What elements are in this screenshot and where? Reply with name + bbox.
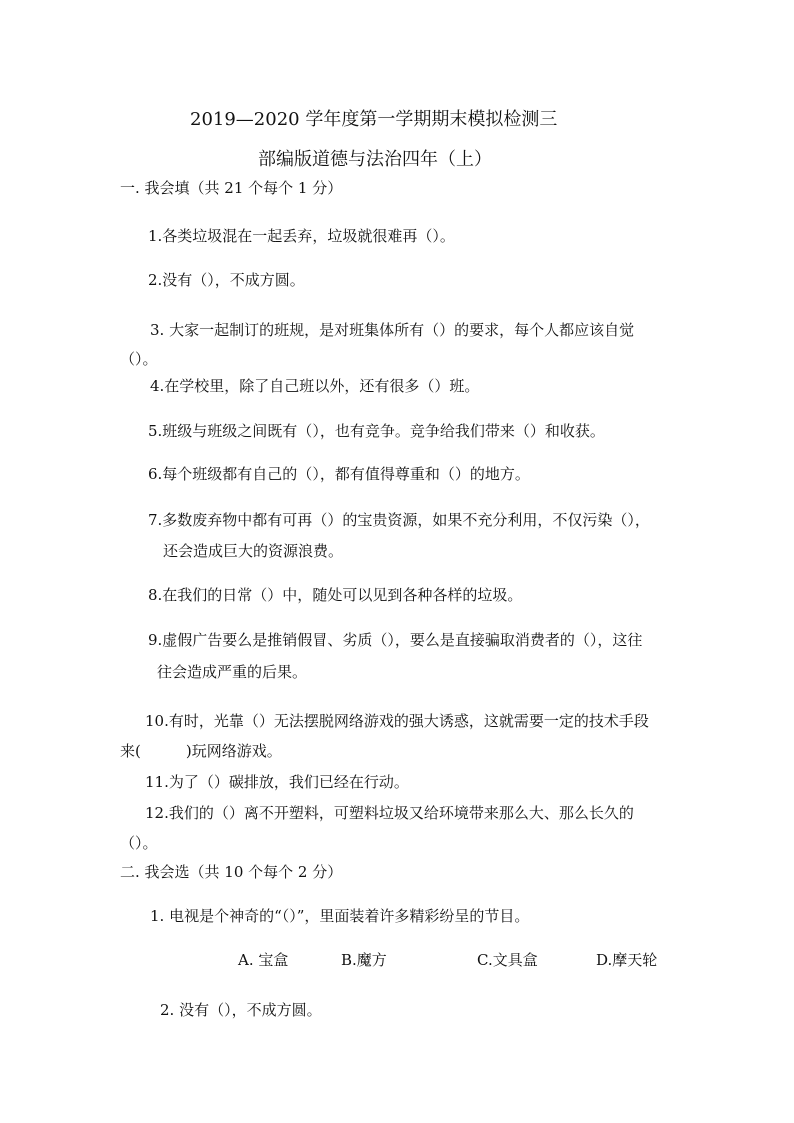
question-10-line-2: 来( )玩网络游戏。: [120, 742, 282, 760]
choice-question-2: 2. 没有（），不成方圆。: [160, 1001, 322, 1019]
page-subtitle: 部编版道德与法治四年（上）: [258, 149, 492, 170]
question-3-line-2: （）。: [120, 350, 158, 368]
question-11: 11.为了（）碳排放，我们已经在行动。: [145, 773, 409, 791]
option-a: A. 宝盒: [238, 951, 289, 969]
question-12-line-1: 12.我们的（）离不开塑料，可塑料垃圾又给环境带来那么大、那么长久的: [145, 804, 634, 822]
question-9-line-2: 往会造成严重的后果。: [157, 663, 308, 681]
option-b: B.魔方: [341, 951, 387, 969]
question-5: 5.班级与班级之间既有（），也有竞争。竞争给我们带来（）和收获。: [148, 422, 605, 440]
question-12-line-2: （）。: [120, 834, 158, 852]
question-7-line-1: 7.多数废弃物中都有可再（）的宝贵资源，如果不充分利用，不仅污染（），: [148, 511, 650, 529]
question-6: 6.每个班级都有自己的（），都有值得尊重和（）的地方。: [148, 465, 530, 483]
question-1: 1.各类垃圾混在一起丢弃，垃圾就很难再（）。: [148, 227, 455, 245]
page-title: 2019—2020 学年度第一学期期末模拟检测三: [190, 109, 558, 130]
question-2: 2.没有（），不成方圆。: [148, 271, 305, 289]
question-4: 4.在学校里，除了自己班以外，还有很多（）班。: [150, 377, 480, 395]
section-heading-choose: 二. 我会选（共 10 个每个 2 分）: [120, 863, 343, 881]
question-7-line-2: 还会造成巨大的资源浪费。: [163, 542, 344, 560]
question-8: 8.在我们的日常（）中，随处可以见到各种各样的垃圾。: [148, 586, 523, 604]
option-c: C.文具盒: [477, 951, 538, 969]
question-9-line-1: 9.虚假广告要么是推销假冒、劣质（），要么是直接骗取消费者的（），这往: [148, 631, 643, 649]
question-10-line-1: 10.有时，光靠（）无法摆脱网络游戏的强大诱惑，这就需要一定的技术手段: [145, 712, 649, 730]
question-3-line-1: 3. 大家一起制订的班规，是对班集体所有（）的要求，每个人都应该自觉: [150, 321, 635, 339]
option-d: D.摩天轮: [596, 951, 658, 969]
choice-question-1: 1. 电视是个神奇的“（）”，里面装着许多精彩纷呈的节目。: [150, 907, 530, 925]
section-heading-fill: 一. 我会填（共 21 个每个 1 分）: [120, 179, 343, 197]
